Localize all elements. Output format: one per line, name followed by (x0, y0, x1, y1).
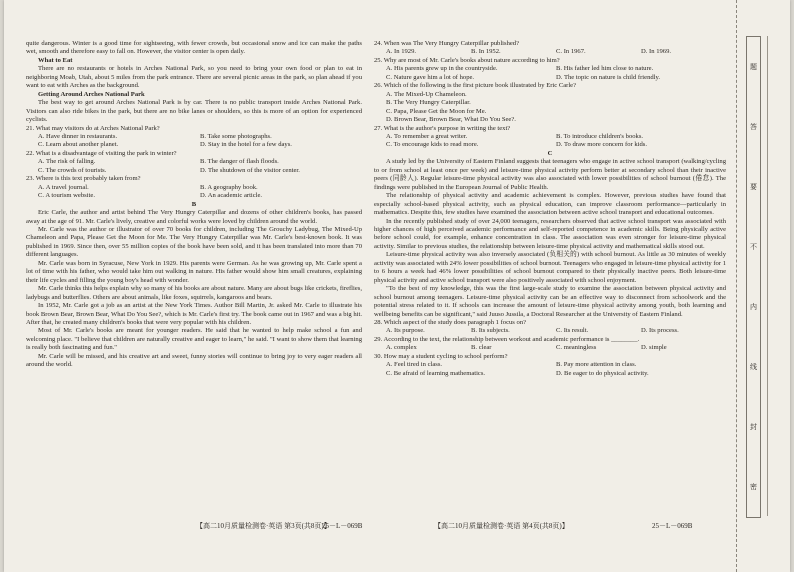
option: C. Papa, Please Get the Moon for Me. (386, 107, 487, 115)
binding-margin (736, 0, 791, 572)
question-29: 29. According to the text, the relationship between workout and academic performance is ________. (374, 335, 640, 343)
option: B. Take some photographs. (200, 132, 272, 140)
option: B. clear (471, 344, 492, 352)
option: A. A travel journal. (38, 183, 89, 191)
passage-b-p6: Most of Mr. Carle's books are meant for younger readers. He said that he wanted to help make school a fun and welcoming place. "I believe that children are naturally creative and eager to learn," he said. "I want to show them that learning is really both fascinating and fun." (26, 327, 362, 352)
option: B. The danger of flash floods. (200, 158, 279, 166)
option: B. The Very Hungry Caterpillar. (386, 99, 471, 107)
heading-what-to-eat: What to Eat (38, 56, 73, 64)
question-22: 22. What is a disadvantage of visiting the park in winter? (26, 149, 177, 157)
option: C. A tourism website. (38, 192, 95, 200)
question-22-options (26, 158, 362, 175)
question-25: 25. Why are most of Mr. Carle's books about nature according to him? (374, 56, 560, 64)
option: B. His father led him close to nature. (556, 65, 654, 73)
seal-char: 封 (750, 422, 757, 431)
option: C. In 1967. (556, 48, 586, 56)
option: C. Its result. (556, 327, 589, 335)
option: A. The Mixed-Up Chameleon. (386, 90, 467, 98)
passage-a-intro: quite dangerous. Winter is a good time for sightseeing, with fewer crowds, but occasional snow and ice can make the paths wet, smooth and therefore easy to fall on. However, the visitor center is open daily. (26, 40, 362, 56)
right-page-column (374, 40, 726, 378)
passage-a-around: The best way to get around Arches National Park is by car. There is no public transport inside Arches National Park. Visitors can also ride bikes in the park, but there are no bike lanes or shoulders, so this is more of an option for experienced cyclists. (26, 99, 362, 124)
option: B. Pay more attention in class. (556, 361, 637, 369)
question-23-options (26, 184, 362, 201)
option: C. The crowds of tourists. (38, 166, 107, 174)
question-24-options (374, 48, 726, 56)
left-page-column (26, 40, 362, 370)
passage-c-p5: "To the best of my knowledge, this was the first large-scale study to examine the association between physical activity and school burnout among teenagers. Leisure-time physical activity can be an effective way to disconnect from schoolwork and the potential stress related to it. If schools can increase the amount of leisure-time physical activity among youth, both learning and wellbeing benefits can be significant," said Juuso Jussila, a Doctoral Researcher at the University of Eastern Finland. (374, 285, 726, 318)
exam-sheet (4, 0, 790, 572)
option: D. Stay in the hotel for a few days. (200, 141, 292, 149)
page-footer-right: 【高二10月质量检测卷·英语 第4页(共8页)】 (434, 522, 569, 530)
seal-char: 密 (750, 482, 757, 491)
question-29-options (374, 344, 726, 352)
question-28: 28. Which aspect of the study does paragraph 1 focus on? (374, 318, 527, 326)
section-c-heading: C (547, 149, 553, 157)
option: A. complex (386, 344, 417, 352)
option: A. Its purpose. (386, 327, 425, 335)
option: D. An academic article. (200, 192, 263, 200)
question-27-options (374, 133, 726, 150)
option: A. To remember a great writer. (386, 132, 468, 140)
question-30-options (374, 361, 726, 378)
option: B. Its subjects. (471, 327, 510, 335)
section-b-heading: B (191, 200, 197, 208)
option: B. In 1952. (471, 48, 501, 56)
option: D. The topic on nature is child friendly. (556, 73, 661, 81)
page-footer-left: 【高二10月质量检测卷·英语 第3页(共8页)】 (196, 522, 331, 530)
option: A. Have dinner in restaurants. (38, 132, 118, 140)
question-21: 21. What may visitors do at Arches National Park? (26, 124, 160, 132)
option: C. Learn about another planet. (38, 141, 119, 149)
option: C. meaningless (556, 344, 597, 352)
option: D. Its process. (641, 327, 679, 335)
option: D. The shutdown of the visitor center. (200, 166, 300, 174)
passage-c-p4: Leisure-time physical activity was also inversely associated (负相关的) with school burnout. As little as 30 minutes of weekly activity was associated with 24% lower possibilities of school burnout. Teenagers who engaged in leisure-time physical activity for 1 to 6 hours a week had 46% lower possibilities of school burnout compared to their physically inactive peers. Both leisure-time physical activity and active school transport were also positively associated with school enjoyment. (374, 251, 726, 284)
option: A. In 1929. (386, 48, 417, 56)
seal-char: 题 (750, 62, 757, 71)
question-24: 24. When was The Very Hungry Caterpillar published? (374, 40, 520, 47)
passage-b-p1: Eric Carle, the author and artist behind The Very Hungry Caterpillar and dozens of other children's books, has passed away at the age of 91. Mr. Carle's lively, creative and colorful works were loved by children around the world. (26, 209, 362, 225)
passage-a-eat: There are no restaurants or hotels in Arches National Park, so you need to bring your own food or plan to eat in neighboring Moab, Utah, about 5 miles from the park entrance. There are several picnic areas in the park, so plan ahead if you want to eat with Arches as the background. (26, 65, 362, 90)
seal-char: 不 (750, 242, 757, 251)
passage-b-p4: Mr. Carle thinks this helps explain why so many of his books are about nature. Many are about bugs like crickets, fireflies, ladybugs and butterflies. Others are about animals, like foxes, squirrels, kangaroos and bears. (26, 285, 362, 301)
option: A. Feel tired in class. (386, 361, 443, 369)
option: D. Be eager to do physical activity. (556, 369, 649, 377)
question-27: 27. What is the author's purpose in writing the text? (374, 124, 511, 132)
heading-getting-around: Getting Around Arches National Park (38, 90, 145, 98)
option: C. Nature gave him a lot of hope. (386, 73, 475, 81)
question-23: 23. Where is this text probably taken from? (26, 175, 141, 183)
seal-char: 答 (750, 122, 757, 131)
passage-b-p5: In 1952, Mr. Carle got a job as an artist at the New York Times. Author Bill Martin, Jr. asked Mr. Carle to illustrate his book Brown Bear, Brown Bear, What Do You See?, which is Mr. Carle's first try. The book came out in 1967 and was a big hit. After that, he created many children's books that were very popular with his children. (26, 302, 362, 326)
option: A. The risk of falling. (38, 158, 96, 166)
seal-line-notice (746, 36, 761, 518)
exam-code-right: 25－L－069B (652, 522, 693, 530)
option: C. To encourage kids to read more. (386, 141, 479, 149)
passage-b-p7: Mr. Carle will be missed, and his creative art and sweet, funny stories will continue to bring joy to very eager readers all around the world. (26, 352, 362, 369)
passage-c-p3: In the recently published study of over 24,000 teenagers, researchers observed that active school transport was associated with higher chances of high perceived academic performance and self-reported competence in academic skills. Being physically active before school could, for example, enhance concentration in class. The association was even stronger for leisure-time physical activity. Similar to previous studies, the relationship between leisure-time physical activity and mathematical skills stood out. (374, 217, 726, 250)
seal-line (767, 36, 778, 516)
option: D. In 1969. (641, 48, 672, 56)
question-25-options (374, 65, 726, 82)
option: B. To introduce children's books. (556, 132, 644, 140)
question-30: 30. How may a student cycling to school perform? (374, 352, 508, 360)
passage-c-p2: The relationship of physical activity and academic achievement is complex. However, previous studies have found that especially school-based physical activity, such as physical education, can improve classroom performance—particularly in mathematics. Despite this, few studies have examined the association between active school transport and educational outcomes. (374, 192, 726, 217)
passage-b-p2: Mr. Carle was the author or illustrator of over 70 books for children, including The Grouchy Ladybug, The Mixed-Up Chameleon and Papa, Please Get the Moon for Me. The Very Hungry Caterpillar was Mr. Carle's best-known book. It was published in 1969. Since then, over 55 million copies of the book have been sold, and it has been translated into more than 70 different languages. (26, 225, 362, 259)
question-28-options (374, 327, 726, 335)
option: B. A geography book. (200, 183, 258, 191)
question-26: 26. Which of the following is the first picture book illustrated by Eric Carle? (374, 82, 577, 90)
seal-char: 要 (750, 182, 757, 191)
option: D. To draw more concern for kids. (556, 141, 647, 149)
exam-code-left: 25－L－069B (322, 522, 363, 530)
question-21-options (26, 133, 362, 150)
option: D. Brown Bear, Brown Bear, What Do You See?. (386, 116, 516, 124)
option: A. His parents grew up in the countryside. (386, 65, 498, 73)
seal-char: 内 (750, 302, 757, 311)
seal-char: 线 (750, 362, 757, 371)
passage-b-p3: Mr. Carle was born in Syracuse, New York in 1929. His parents were German. As he was growing up, Mr. Carle spent a lot of time with his father, who would take him out walking in nature. His father would show him small creatures, explaining their life cycles and filling the young boy's head with wonder. (26, 259, 362, 284)
passage-c-p1: A study led by the University of Eastern Finland suggests that teenagers who engage in active school transport (walking/cycling to or from school at least once per week) and leisure-time physical activity perform better at secondary school than their inactive peers (同龄人). Regular leisure-time physical activity was also associated with lower possibilities of school burnout (倦怠). The findings were published in the European Journal of Public Health. (374, 158, 726, 191)
option: D. simple (641, 344, 667, 352)
option: C. Be afraid of learning mathematics. (386, 369, 486, 377)
